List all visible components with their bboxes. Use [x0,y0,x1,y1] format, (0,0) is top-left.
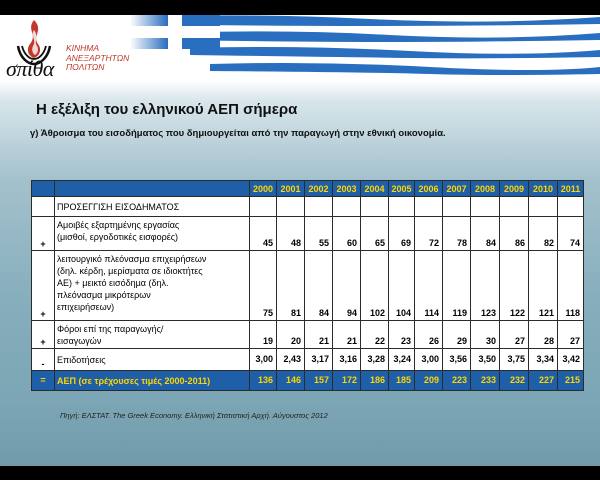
value-cell: 28 [529,321,558,349]
value-cell: 3,42 [558,349,584,371]
value-cell: 65 [361,217,389,251]
value-cell: 45 [250,217,277,251]
logo-wordmark: σπίθα [6,56,54,81]
value-cell: 86 [500,217,529,251]
total-value-cell: 172 [333,371,361,391]
value-cell: 121 [529,251,558,321]
total-value-cell: 232 [500,371,529,391]
value-cell: 75 [250,251,277,321]
value-cell: 3,24 [389,349,415,371]
value-cell: 69 [389,217,415,251]
value-cell: 21 [305,321,333,349]
logo-subtitle-line: ΠΟΛΙΤΩΝ [66,62,105,72]
total-value-cell: 215 [558,371,584,391]
row-sign: + [32,217,55,251]
row-label: λειτουργικό πλεόνασμα επιχειρήσεων (δηλ. κέρδη, μερίσματα σε ιδιοκτήτες ΑΕ) + μεικτό εισόδημα (δηλ. πλεόνασμα μικρότερων επιχειρήσεων) [55,251,250,321]
value-cell: 102 [361,251,389,321]
total-value-cell: 185 [389,371,415,391]
greek-flag-image [130,15,600,77]
value-cell: 84 [305,251,333,321]
year-header: 2003 [333,181,361,197]
year-header: 2004 [361,181,389,197]
table-row [32,217,584,251]
value-cell: 114 [415,251,443,321]
value-cell: 23 [389,321,415,349]
slide-title: Η εξέλιξη του ελληνικού ΑΕΠ σήμερα [36,101,298,118]
year-header: 2011 [558,181,584,197]
value-cell: 3,34 [529,349,558,371]
total-label: ΑΕΠ (σε τρέχουσες τιμές 2000-2011) [55,371,250,391]
value-cell: 3,56 [443,349,471,371]
year-header: 2000 [250,181,277,197]
value-cell: 81 [277,251,305,321]
year-header: 2001 [277,181,305,197]
value-cell: 27 [558,321,584,349]
value-cell: 21 [333,321,361,349]
year-header: 2008 [471,181,500,197]
value-cell: 2,43 [277,349,305,371]
value-cell: 48 [277,217,305,251]
section-row [32,197,584,217]
gdp-income-table [31,180,584,391]
value-cell: 119 [443,251,471,321]
total-value-cell: 227 [529,371,558,391]
logo-subtitle [66,44,129,73]
value-cell: 3,16 [333,349,361,371]
year-header: 2002 [305,181,333,197]
year-header: 2007 [443,181,471,197]
total-value-cell: 136 [250,371,277,391]
value-cell: 74 [558,217,584,251]
value-cell: 123 [471,251,500,321]
slide-subtitle: γ) Άθροισμα του εισοδήματος που δημιουργείται από την παραγωγή στην εθνική οικονομία. [30,128,446,139]
top-black-bar [0,0,600,15]
value-cell: 20 [277,321,305,349]
total-value-cell: 223 [443,371,471,391]
value-cell: 3,00 [250,349,277,371]
table-row [32,349,584,371]
row-sign: - [32,349,55,371]
total-value-cell: 233 [471,371,500,391]
total-value-cell: 209 [415,371,443,391]
row-label: Φόροι επί της παραγωγής/ εισαγωγών [55,321,250,349]
year-header: 2005 [389,181,415,197]
value-cell: 82 [529,217,558,251]
value-cell: 84 [471,217,500,251]
row-label: Αμοιβές εξαρτημένης εργασίας (μισθοί, εργοδοτικές εισφορές) [55,217,250,251]
value-cell: 3,17 [305,349,333,371]
value-cell: 27 [500,321,529,349]
section-label: ΠΡΟΣΕΓΓΙΣΗ ΕΙΣΟΔΗΜΑΤΟΣ [55,197,250,217]
value-cell: 94 [333,251,361,321]
gdp-total-row [32,371,584,391]
value-cell: 78 [443,217,471,251]
value-cell: 3,50 [471,349,500,371]
header-corner-cell [32,181,55,197]
source-note: Πηγή: ΕΛΣΤΑΤ. The Greek Economy. Ελληνική Στατιστική Αρχή. Αύγουστος 2012 [60,411,328,420]
logo-subtitle-line: ΑΝΕΞΑΡΤΗΤΩΝ [66,52,130,63]
total-value-cell: 157 [305,371,333,391]
value-cell: 118 [558,251,584,321]
value-cell: 26 [415,321,443,349]
table-header-row [32,181,584,197]
value-cell: 122 [500,251,529,321]
year-header: 2010 [529,181,558,197]
value-cell: 60 [333,217,361,251]
year-header: 2006 [415,181,443,197]
logo-subtitle-line: ΚΙΝΗΜΑ [66,43,100,53]
value-cell: 22 [361,321,389,349]
bottom-black-bar [0,466,600,480]
row-sign: + [32,321,55,349]
year-header: 2009 [500,181,529,197]
table-row [32,251,584,321]
table-row [32,321,584,349]
value-cell: 72 [415,217,443,251]
total-sign: = [32,371,55,391]
header-label-cell [55,181,250,197]
row-sign: + [32,251,55,321]
value-cell: 29 [443,321,471,349]
total-value-cell: 186 [361,371,389,391]
value-cell: 19 [250,321,277,349]
value-cell: 3,00 [415,349,443,371]
value-cell: 3,75 [500,349,529,371]
section-sign-cell [32,197,55,217]
total-value-cell: 146 [277,371,305,391]
row-label: Επιδοτήσεις [55,349,250,371]
value-cell: 30 [471,321,500,349]
value-cell: 104 [389,251,415,321]
value-cell: 55 [305,217,333,251]
value-cell: 3,28 [361,349,389,371]
